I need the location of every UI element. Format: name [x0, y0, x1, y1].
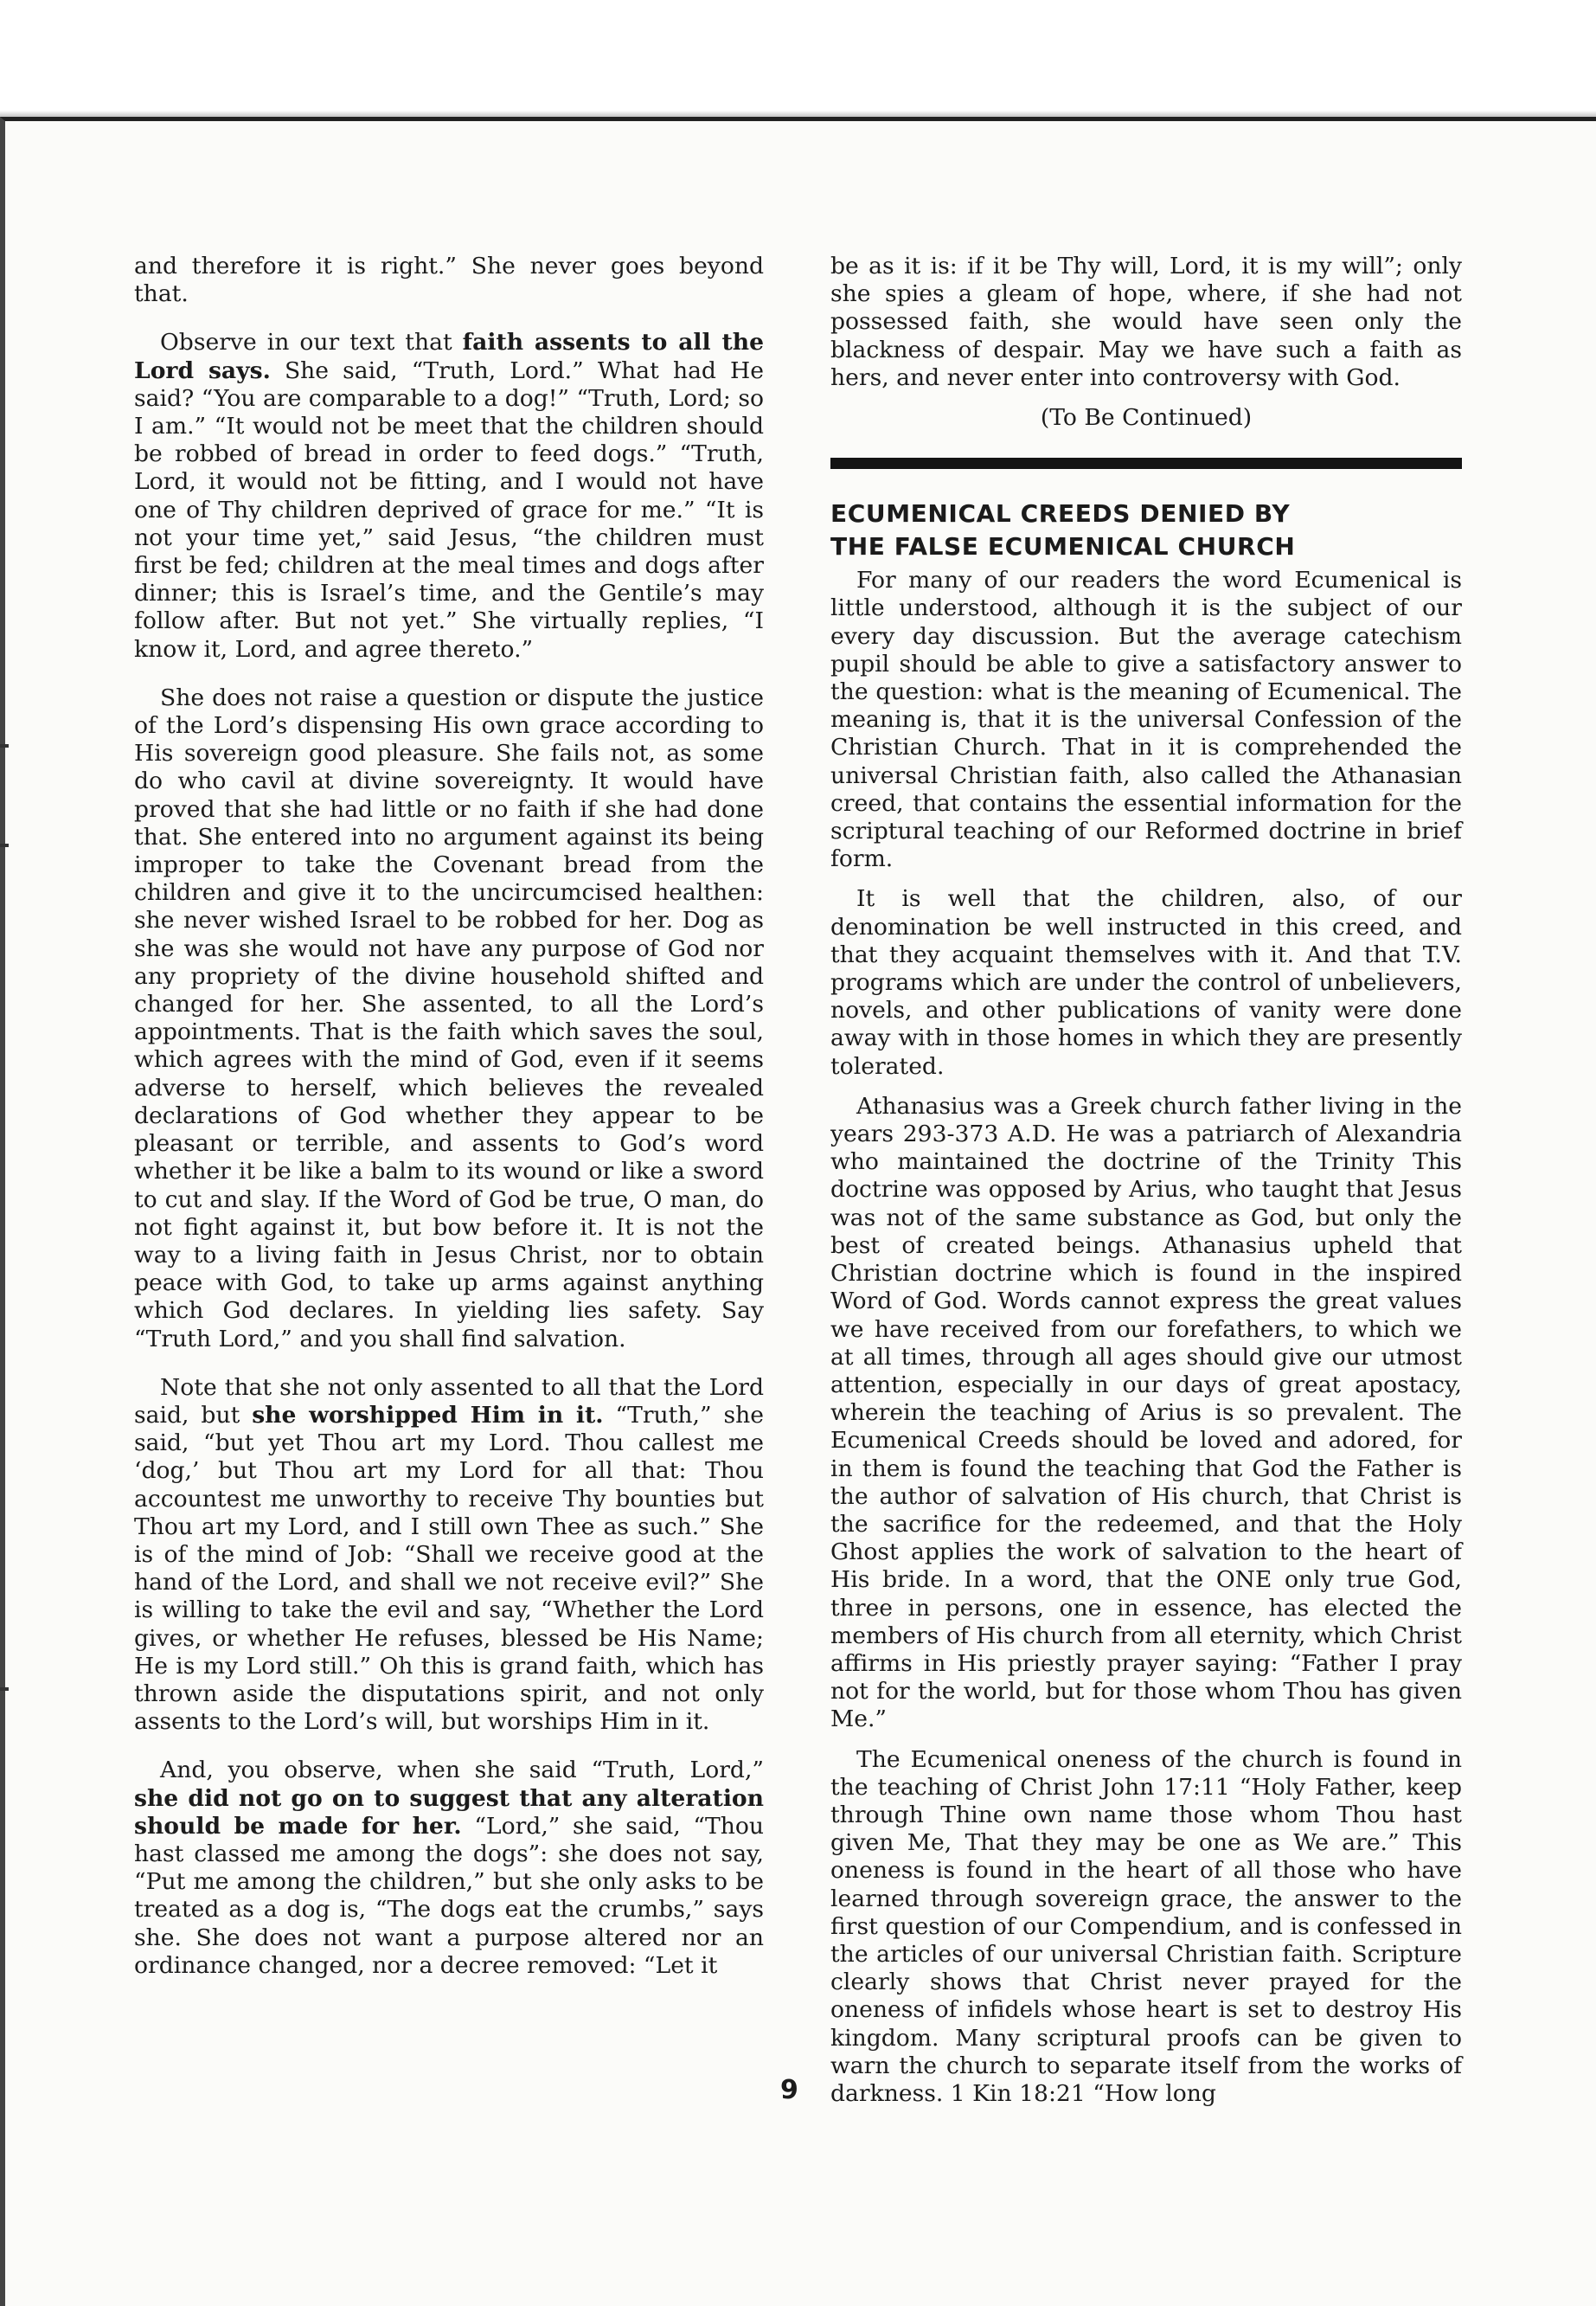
paragraph: For many of our readers the word Ecumenical is little understood, although it is the subject of our every day discussion. But the average catechism pupil should be able to give a satisfactory answer to the question: what is the meaning of Ecumenical. The meaning is, that it is the universal Confession of the Christian Church. That in it is comprehended the universal Christian faith, also called the Athanasian creed, that contains the essential information for the scriptural teaching of our Reformed doctrine in brief form. [830, 567, 1462, 873]
paragraph: She does not raise a question or dispute the justice of the Lord’s dispensing His own grace according to His sovereign good pleasure. She fails not, as some do who cavil at divine sovereignty. It would have proved that she had little or no faith if she had done that. She entered into no argument against its being improper to take the Covenant bread from the children and give it to the uncircumcised healthen: she never wished Israel to be robbed for her. Dog as she was she would not have any purpose of God nor any propriety of the divine household shifted and changed for her. She assented, to all the Lord’s appointments. That is the faith which saves the soul, which agrees with the mind of God, even if it seems adverse to herself, which believes the revealed declarations of God whether they appear to be pleasant or terrible, and assents to God’s word whether it be like a balm to its wound or like a sword to cut and slay. If the Word of God be true, O man, do not fight against it, but bow before it. It is not the way to a living faith in Jesus Christ, nor to obtain peace with God, to take up arms against anything which God declares. In yielding lies safety. Say “Truth Lord,” and you shall find salvation. [134, 684, 764, 1352]
page-number: 9 [780, 2075, 798, 2105]
emphasis: she did not go on to suggest that any alteration should be made for her. [134, 1784, 764, 1840]
paragraph: It is well that the children, also, of our denomination be well instructed in this creed, and that they acquaint themselves with it. And that T.V. programs which are under the control of unbelievers, novels, and other publications of vanity were done away with in those homes in which they are presently tolerated. [830, 885, 1462, 1080]
continued-note: (To Be Continued) [1040, 404, 1253, 432]
paragraph: Note that she not only assented to all that the Lord said, but she worshipped Him in it. “Truth,” she said, “but yet Thou art my Lord. Thou callest me ‘dog,’ but Thou art my Lord for all that: Thou accountest me unworthy to receive Thy bounties but Thou art my Lord, and I still own Thee as such.” She is of the mind of Job: “Shall we receive good at the hand of the Lord, and shall we not receive evil?” She is willing to take the evil and say, “Whether the Lord gives, or whether He refuses, blessed be His Name; He is my Lord still.” Oh this is grand faith, which has thrown aside the disputations spirit, and not only assents to the Lord’s will, but worships Him in it. [134, 1373, 764, 1736]
heading-line: THE FALSE ECUMENICAL CHURCH [830, 532, 1296, 562]
scan-edge-mark [0, 744, 9, 748]
paragraph: The Ecumenical oneness of the church is found in the teaching of Christ John 17:11 “Holy Father, keep through Thine own name those whom Thou hast given Me, That they may be one as We are.” This oneness is found in the heart of all those who have learned through sovereign grace, the answer to the first question of our Compendium, and is confessed in the articles of our universal Christian faith. Scripture clearly shows that Christ never prayed for the oneness of infidels whose heart is set to destroy His kingdom. Many scriptural proofs can be given to warn the church to separate itself from the works of darkness. 1 Kin 18:21 “How long [830, 1745, 1462, 2107]
paragraph: Athanasius was a Greek church father living in the years 293-373 A.D. He was a patriarch of Alexandria who maintained the doctrine of the Trinity This doctrine was opposed by Arius, who taught that Jesus was not of the same substance as God, but only the best of created beings. Athanasius upheld that Christian doctrine which is found in the inspired Word of God. Words cannot express the great values we have received from our forefathers, to which we at all times, through all ages should give our utmost attention, especially in our days of great apostacy, wherein the teaching of Arius is so prevalent. The Ecumenical Creeds should be loved and adored, for in them is found the teaching that God the Father is the author of salvation of His church, that Christ is the sacrifice for the redeemed, and that the Holy Ghost applies the work of salvation to the heart of His bride. In a word, that the ONE only true God, three in persons, one in essence, has elected the members of His church from all eternity, which Christ affirms in His priestly prayer saying: “Father I pray not for the world, but for those whom Thou has given Me.” [830, 1092, 1462, 1733]
scan-edge-mark [0, 844, 9, 847]
paragraph: be as it is: if it be Thy will, Lord, it is my will”; only she spies a gleam of hope, where, if she had not possessed faith, she would have seen only the blackness of despair. May we have such a faith as hers, and never enter into controversy with God. [830, 253, 1462, 391]
scan-edge-mark [0, 1687, 9, 1691]
emphasis: she worshipped Him in it. [252, 1401, 604, 1429]
right-column [830, 253, 1462, 2120]
paragraph: And, you observe, when she said “Truth, Lord,” she did not go on to suggest that any alteration should be made for her. “Lord,” she said, “Thou hast classed me among the dogs”: she does not say, “Put me among the children,” but she only asks to be treated as a dog is, “The dogs eat the crumbs,” says she. She does not want a purpose altered nor an ordinance changed, nor a decree removed: “Let it [134, 1757, 764, 1979]
emphasis: faith assents to all the Lord says. [134, 329, 764, 384]
left-column [134, 253, 764, 2001]
heading-line: ECUMENICAL CREEDS DENIED BY [830, 499, 1291, 529]
article-heading [830, 498, 1462, 563]
section-divider [830, 458, 1462, 469]
paragraph: Observe in our text that faith assents to all the Lord says. She said, “Truth, Lord.” What had He said? “You are comparable to a dog!” “Truth, Lord; so I am.” “It would not be meet that the children should be robbed of bread in order to feed dogs.” “Truth, Lord, it would not be fitting, and I would not have one of Thy children deprived of grace for me.” “It is not your time yet,” said Jesus, “the children must first be fed; children at the meal times and dogs after dinner; this is Israel’s time, and the Gentile’s may follow after. But not yet.” She virtually replies, “I know it, Lord, and agree thereto.” [134, 329, 764, 663]
paragraph: and therefore it is right.” She never goes beyond that. [134, 253, 764, 308]
